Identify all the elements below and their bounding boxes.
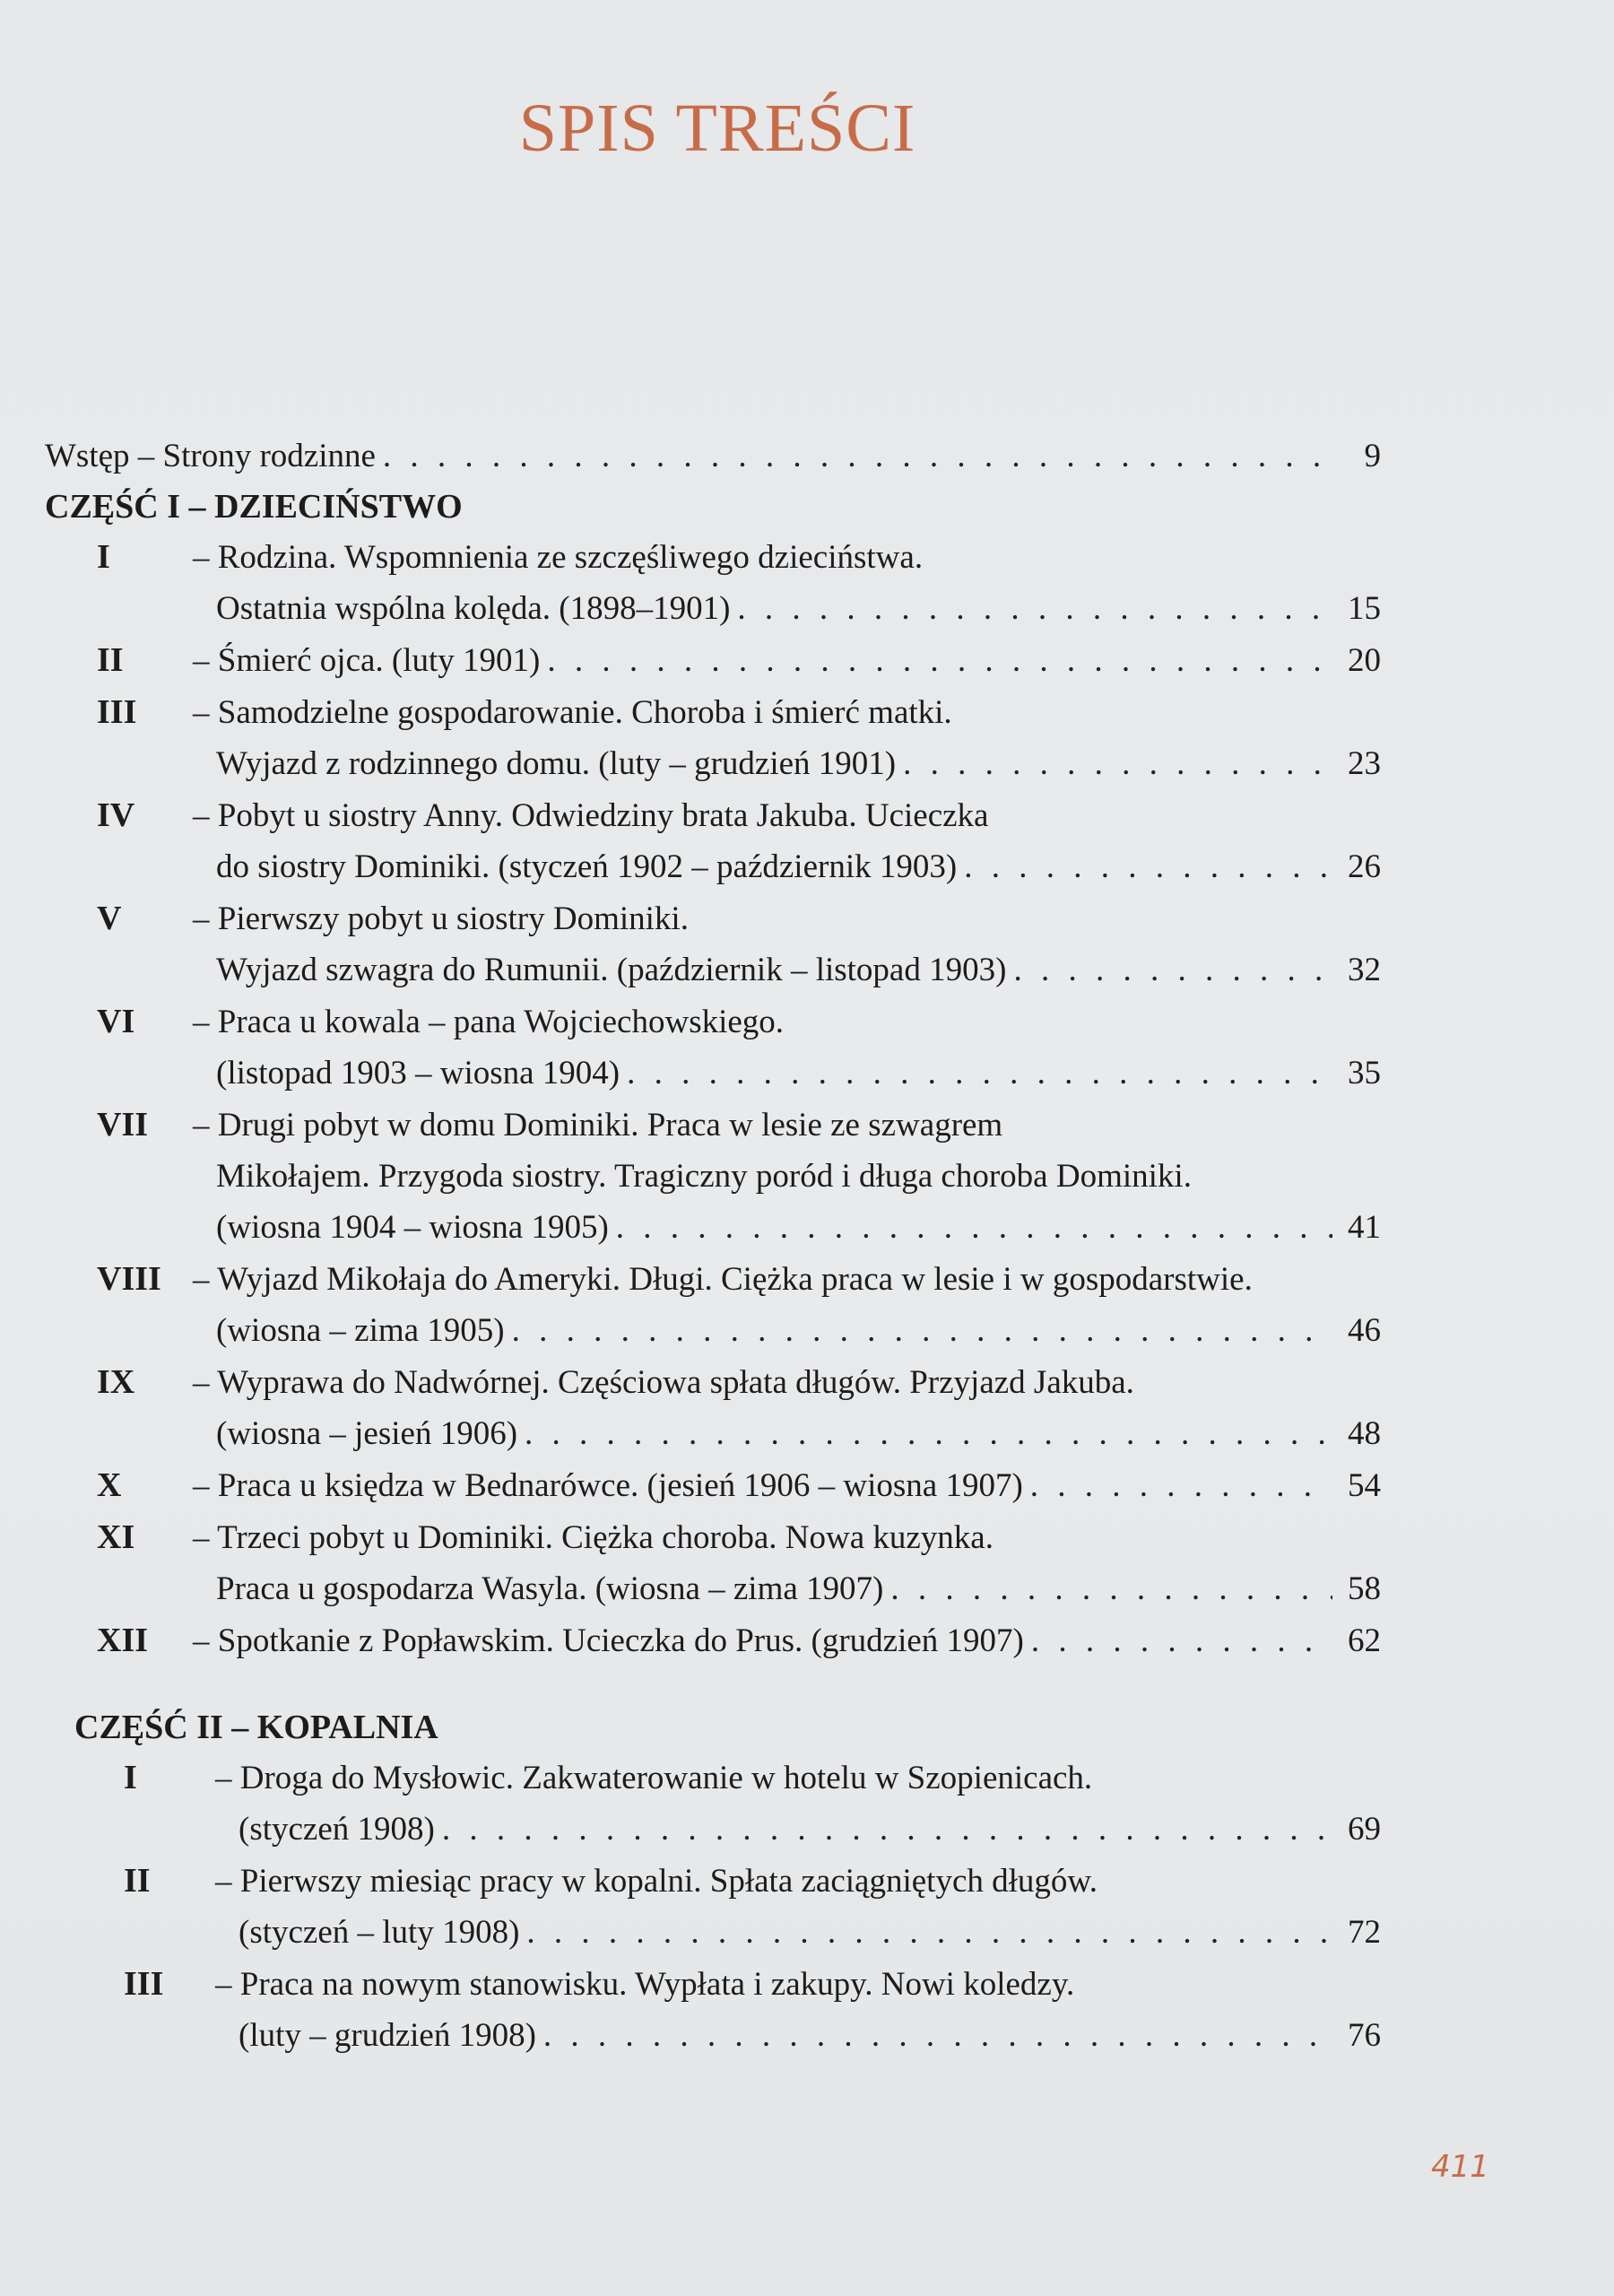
toc-entry [45,532,1381,634]
chapter-number: VIII [97,1260,161,1298]
dot-leader [1031,1615,1332,1666]
chapter-title-text: (styczeń – luty 1908) [239,1914,520,1951]
toc-entry [45,635,1381,686]
chapter-title-text: Ostatnia wspólna kolęda. (1898–1901) [216,590,731,627]
toc-entry [45,1752,1381,1855]
toc-entry [45,1254,1381,1356]
chapter-title-line: – Drugi pobyt w domu Dominiki. Praca w lesie ze szwagrem [193,1107,1003,1144]
chapter-title-text: Wyjazd z rodzinnego domu. (luty – grudzień 1901) [216,745,897,782]
chapter-title-text: (wiosna – jesień 1906) [216,1415,518,1452]
part2-chapters [45,1752,1381,2061]
toc-entry [45,1100,1381,1253]
chapter-page: 72 [1348,1914,1381,1951]
chapter-title-line [45,1804,1381,1855]
table-of-contents [45,430,1381,2062]
toc-entry [45,1460,1381,1511]
part1-heading: CZĘŚĆ I – DZIECIŃSTWO [45,488,463,526]
chapter-title-line [45,1615,1381,1666]
chapter-page: 76 [1348,2017,1381,2054]
chapter-title-line [45,1202,1381,1253]
chapter-number: IX [97,1363,135,1401]
chapter-title-line: – Pierwszy pobyt u siostry Dominiki. [193,900,689,937]
chapter-number: XII [97,1622,149,1659]
chapter-title-text: – Praca u księdza w Bednarówce. (jesień 1906 – wiosna 1907) [193,1467,1023,1504]
chapter-title-line: – Pierwszy miesiąc pracy w kopalni. Spłata zaciągniętych długów. [215,1863,1098,1900]
intro-entry [45,430,1381,482]
chapter-page: 41 [1348,1209,1381,1246]
dot-leader [547,635,1332,686]
page-title: SPIS TREŚCI [518,91,916,166]
chapter-number: II [97,641,124,679]
chapter-title-text: do siostry Dominiki. (styczeń 1902 – październik 1903) [216,848,958,885]
chapter-title-line: – Pobyt u siostry Anny. Odwiedziny brata Jakuba. Ucieczka [193,797,989,834]
chapter-number: IV [97,796,135,834]
chapter-page: 54 [1348,1467,1381,1504]
chapter-page: 26 [1348,848,1381,885]
chapter-title-line [45,1563,1381,1614]
chapter-number: X [97,1466,122,1504]
intro-page: 9 [1364,438,1381,474]
chapter-title-text: (styczeń 1908) [239,1811,435,1848]
dot-leader [903,738,1332,789]
chapter-title-line [45,583,1381,634]
chapter-title-text: Praca u gospodarza Wasyla. (wiosna – zima 1907) [216,1570,884,1607]
toc-entry [45,893,1381,996]
chapter-number: XI [97,1518,135,1556]
toc-entry [45,996,1381,1099]
dot-leader [890,1563,1332,1614]
chapter-title-line [45,738,1381,789]
part1-chapters [45,532,1381,1666]
chapter-page: 69 [1348,1811,1381,1848]
chapter-title-line [45,841,1381,892]
chapter-title-text: – Śmierć ojca. (luty 1901) [193,642,541,679]
toc-entry [45,687,1381,789]
intro-title: Wstęp – Strony rodzinne [45,438,376,474]
dot-leader [442,1804,1332,1855]
dot-leader [964,841,1332,892]
chapter-title-line: – Wyprawa do Nadwórnej. Częściowa spłata długów. Przyjazd Jakuba. [193,1364,1134,1401]
chapter-title-line: – Trzeci pobyt u Dominiki. Ciężka choroba. Nowa kuzynka. [193,1519,994,1556]
chapter-title-line: – Praca na nowym stanowisku. Wypłata i zakupy. Nowi koledzy. [215,1966,1075,2003]
chapter-title-text: (wiosna 1904 – wiosna 1905) [216,1209,609,1246]
chapter-page: 46 [1348,1312,1381,1349]
page-number: 411 [1431,2149,1489,2185]
dot-leader [616,1202,1332,1253]
chapter-title-line [45,1460,1381,1511]
dot-leader [525,1408,1332,1459]
chapter-title-line [45,635,1381,686]
chapter-title-line [45,1408,1381,1459]
chapter-number: V [97,900,122,937]
chapter-title-text: (wiosna – zima 1905) [216,1312,505,1349]
chapter-title-line: – Praca u kowala – pana Wojciechowskiego. [193,1004,785,1040]
chapter-page: 35 [1348,1055,1381,1091]
toc-entry [45,1615,1381,1666]
chapter-number: III [97,693,137,731]
dot-leader [627,1048,1332,1099]
chapter-page: 23 [1348,745,1381,782]
chapter-title-text: (listopad 1903 – wiosna 1904) [216,1055,620,1091]
toc-entry [45,1357,1381,1459]
toc-entry [45,1959,1381,2061]
chapter-title-line: – Droga do Mysłowic. Zakwaterowanie w hotelu w Szopienicach. [215,1760,1093,1796]
dot-leader [512,1305,1332,1356]
chapter-title-line: – Samodzielne gospodarowanie. Choroba i śmierć matki. [193,694,952,731]
part2-heading: CZĘŚĆ II – KOPALNIA [74,1709,438,1746]
dot-leader [1013,944,1332,996]
dot-leader [543,2010,1332,2061]
chapter-page: 48 [1348,1415,1381,1452]
chapter-title-line [45,1907,1381,1958]
chapter-title-line [45,1048,1381,1099]
toc-entry [45,1512,1381,1614]
toc-entry [45,1856,1381,1958]
dot-leader [1030,1460,1332,1511]
chapter-title-line: – Wyjazd Mikołaja do Ameryki. Długi. Ciężka praca w lesie i w gospodarstwie. [193,1261,1253,1298]
chapter-page: 32 [1348,952,1381,988]
chapter-number: III [124,1965,164,2003]
chapter-number: I [97,538,110,576]
chapter-title-line: Mikołajem. Przygoda siostry. Tragiczny poród i długa choroba Dominiki. [216,1158,1192,1195]
chapter-number: VI [97,1003,135,1040]
dot-leader [383,430,1332,482]
chapter-title-text: (luty – grudzień 1908) [239,2017,536,2054]
chapter-title-text: Wyjazd szwagra do Rumunii. (październik – listopad 1903) [216,952,1007,988]
chapter-title-line [45,944,1381,996]
chapter-title-line: – Rodzina. Wspomnienia ze szczęśliwego dzieciństwa. [193,539,924,576]
chapter-title-text: – Spotkanie z Popławskim. Ucieczka do Prus. (grudzień 1907) [193,1622,1024,1659]
chapter-page: 20 [1348,642,1381,679]
dot-leader [526,1907,1332,1958]
dot-leader [737,583,1332,634]
chapter-number: I [124,1759,137,1796]
chapter-number: VII [97,1106,149,1144]
chapter-page: 58 [1348,1570,1381,1607]
chapter-page: 62 [1348,1622,1381,1659]
chapter-page: 15 [1348,590,1381,627]
toc-entry [45,790,1381,892]
chapter-title-line [45,2010,1381,2061]
chapter-number: II [124,1862,151,1900]
chapter-title-line [45,1305,1381,1356]
